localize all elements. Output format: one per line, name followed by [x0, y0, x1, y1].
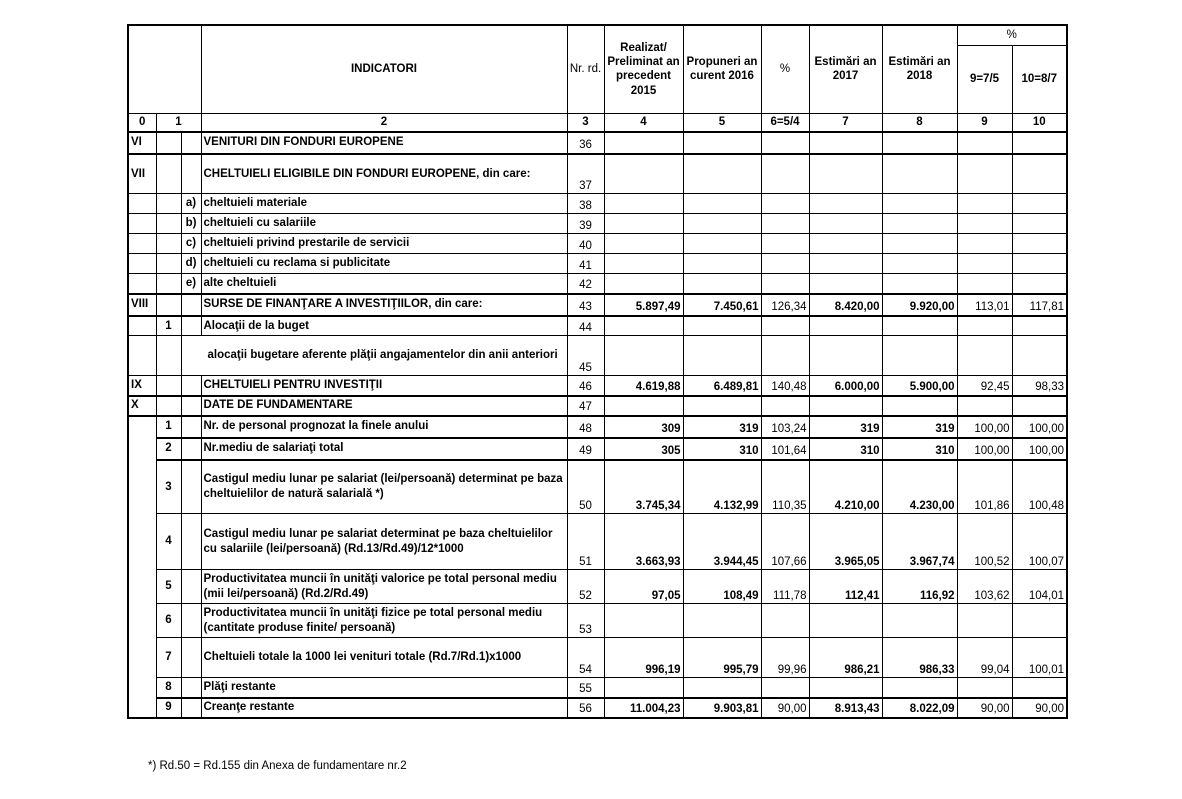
indicator-label: alte cheltuieli — [201, 274, 567, 294]
table-row — [128, 376, 1067, 396]
value-2016 — [683, 214, 761, 234]
value-2018 — [882, 194, 957, 214]
value-ratio-10 — [1012, 678, 1067, 698]
value-2017 — [809, 316, 882, 336]
value-2018 — [882, 154, 957, 194]
value-ratio-10: 100,00 — [1012, 416, 1067, 438]
column-number: 4 — [604, 113, 683, 132]
value-2018: 986,33 — [882, 638, 957, 678]
value-percent — [761, 604, 809, 638]
header-nr-rd: Nr. rd. — [567, 25, 604, 113]
column-number-row — [128, 113, 1067, 132]
value-2015: 3.745,34 — [604, 460, 683, 514]
value-2018 — [882, 316, 957, 336]
value-percent: 107,66 — [761, 514, 809, 570]
value-2015 — [604, 254, 683, 274]
value-2018: 8.022,09 — [882, 698, 957, 718]
value-ratio-9: 92,45 — [957, 376, 1012, 396]
table-row — [128, 460, 1067, 514]
sub-number-cell: 8 — [156, 678, 181, 698]
value-2016: 995,79 — [683, 638, 761, 678]
sub-letter-cell: a) — [181, 194, 201, 214]
value-2016: 310 — [683, 438, 761, 460]
value-ratio-9: 100,00 — [957, 416, 1012, 438]
value-2015 — [604, 604, 683, 638]
header-percent: % — [761, 25, 809, 113]
value-percent: 99,96 — [761, 638, 809, 678]
sub-letter-cell — [181, 294, 201, 316]
row-number: 44 — [567, 316, 604, 336]
header-indicatori: INDICATORI — [201, 25, 567, 113]
value-2015: 97,05 — [604, 570, 683, 604]
value-percent — [761, 234, 809, 254]
section-cell: VII — [128, 154, 156, 194]
footnote: *) Rd.50 = Rd.155 din Anexa de fundamentare nr.2 — [148, 760, 407, 772]
value-ratio-10: 104,01 — [1012, 570, 1067, 604]
value-2017 — [809, 234, 882, 254]
table-row — [128, 678, 1067, 698]
indicators-table — [127, 24, 1068, 719]
sub-number-cell: 2 — [156, 438, 181, 460]
table-row — [128, 570, 1067, 604]
value-2016 — [683, 678, 761, 698]
section-cell — [128, 336, 156, 376]
sub-letter-cell: e) — [181, 274, 201, 294]
table-row — [128, 194, 1067, 214]
value-percent: 111,78 — [761, 570, 809, 604]
table-row — [128, 234, 1067, 254]
value-ratio-9: 90,00 — [957, 698, 1012, 718]
row-number: 52 — [567, 570, 604, 604]
value-2016: 6.489,81 — [683, 376, 761, 396]
budget-sheet — [127, 24, 1068, 719]
value-2016 — [683, 316, 761, 336]
value-2018 — [882, 604, 957, 638]
sub-number-cell — [156, 234, 181, 254]
indicator-label: cheltuieli privind prestarile de servicii — [201, 234, 567, 254]
row-number: 49 — [567, 438, 604, 460]
table-row — [128, 274, 1067, 294]
indicator-label: cheltuieli cu salariile — [201, 214, 567, 234]
sub-number-cell: 3 — [156, 460, 181, 514]
value-2018 — [882, 274, 957, 294]
row-number: 43 — [567, 294, 604, 316]
row-number: 45 — [567, 336, 604, 376]
value-ratio-10 — [1012, 132, 1067, 154]
value-2017 — [809, 396, 882, 416]
row-number: 41 — [567, 254, 604, 274]
value-2016 — [683, 396, 761, 416]
value-ratio-9 — [957, 154, 1012, 194]
value-ratio-9: 100,00 — [957, 438, 1012, 460]
value-ratio-10 — [1012, 254, 1067, 274]
sub-number-cell: 1 — [156, 316, 181, 336]
value-percent: 140,48 — [761, 376, 809, 396]
indicator-label: Alocaţii de la buget — [201, 316, 567, 336]
column-number: 10 — [1012, 113, 1067, 132]
value-percent — [761, 396, 809, 416]
value-2018 — [882, 254, 957, 274]
value-2016: 4.132,99 — [683, 460, 761, 514]
value-2018: 116,92 — [882, 570, 957, 604]
row-number: 46 — [567, 376, 604, 396]
table-row — [128, 638, 1067, 678]
value-ratio-9 — [957, 316, 1012, 336]
column-number: 0 — [128, 113, 156, 132]
sub-letter-cell — [181, 396, 201, 416]
indicator-label: Cheltuieli totale la 1000 lei venituri totale (Rd.7/Rd.1)x1000 — [201, 638, 567, 678]
table-row — [128, 514, 1067, 570]
sub-letter-cell — [181, 416, 201, 438]
table-row — [128, 132, 1067, 154]
row-number: 38 — [567, 194, 604, 214]
table-row — [128, 336, 1067, 376]
value-ratio-10: 98,33 — [1012, 376, 1067, 396]
value-2017: 8.913,43 — [809, 698, 882, 718]
section-cell: VIII — [128, 294, 156, 316]
value-2016 — [683, 604, 761, 638]
row-number: 54 — [567, 638, 604, 678]
value-ratio-9: 101,86 — [957, 460, 1012, 514]
header-ratio-9: 9=7/5 — [957, 45, 1012, 113]
value-2018 — [882, 132, 957, 154]
table-row — [128, 438, 1067, 460]
value-2017: 112,41 — [809, 570, 882, 604]
value-2016 — [683, 154, 761, 194]
value-2017: 986,21 — [809, 638, 882, 678]
value-2016 — [683, 234, 761, 254]
value-2017 — [809, 678, 882, 698]
indicator-label: CHELTUIELI ELIGIBILE DIN FONDURI EUROPENE, din care: — [201, 154, 567, 194]
table-row — [128, 294, 1067, 316]
section-cell — [128, 214, 156, 234]
value-2018: 3.967,74 — [882, 514, 957, 570]
value-2015: 309 — [604, 416, 683, 438]
sub-letter-cell — [181, 678, 201, 698]
indicator-label: Plăţi restante — [201, 678, 567, 698]
header-estimari-2018: Estimări an 2018 — [882, 25, 957, 113]
table-row — [128, 416, 1067, 438]
indicator-label: Castigul mediu lunar pe salariat (lei/persoană) determinat pe baza cheltuielilor de natură salarială *) — [201, 460, 567, 514]
value-percent: 126,34 — [761, 294, 809, 316]
value-2016 — [683, 254, 761, 274]
value-percent — [761, 274, 809, 294]
table-row — [128, 154, 1067, 194]
sub-number-cell — [156, 274, 181, 294]
row-number: 40 — [567, 234, 604, 254]
value-2017: 310 — [809, 438, 882, 460]
value-percent: 90,00 — [761, 698, 809, 718]
sub-number-cell: 7 — [156, 638, 181, 678]
value-percent — [761, 194, 809, 214]
value-2016: 9.903,81 — [683, 698, 761, 718]
sub-letter-cell — [181, 604, 201, 638]
sub-letter-cell — [181, 698, 201, 718]
value-2017 — [809, 274, 882, 294]
row-number: 56 — [567, 698, 604, 718]
value-2015: 3.663,93 — [604, 514, 683, 570]
sub-number-cell — [156, 294, 181, 316]
indicator-label: Creanţe restante — [201, 698, 567, 718]
header-ratio-10: 10=8/7 — [1012, 45, 1067, 113]
value-2016: 7.450,61 — [683, 294, 761, 316]
table-row — [128, 316, 1067, 336]
value-2015 — [604, 274, 683, 294]
value-2018 — [882, 678, 957, 698]
section-cell — [128, 274, 156, 294]
value-2015 — [604, 214, 683, 234]
value-2017: 8.420,00 — [809, 294, 882, 316]
sub-letter-cell — [181, 514, 201, 570]
sub-number-cell — [156, 154, 181, 194]
column-number: 3 — [567, 113, 604, 132]
value-percent — [761, 316, 809, 336]
row-number: 53 — [567, 604, 604, 638]
sub-number-cell: 1 — [156, 416, 181, 438]
value-2015 — [604, 678, 683, 698]
column-number: 7 — [809, 113, 882, 132]
value-2018: 310 — [882, 438, 957, 460]
section-cell — [128, 416, 156, 718]
value-ratio-9 — [957, 254, 1012, 274]
value-percent — [761, 254, 809, 274]
row-number: 39 — [567, 214, 604, 234]
value-ratio-10 — [1012, 154, 1067, 194]
value-2017 — [809, 604, 882, 638]
sub-number-cell — [156, 194, 181, 214]
header-realizat: Realizat/ Preliminat an precedent 2015 — [604, 25, 683, 113]
table-row — [128, 396, 1067, 416]
sub-letter-cell — [181, 570, 201, 604]
value-2016 — [683, 132, 761, 154]
value-2015: 305 — [604, 438, 683, 460]
row-number: 47 — [567, 396, 604, 416]
value-percent: 101,64 — [761, 438, 809, 460]
sub-letter-cell — [181, 460, 201, 514]
value-2017: 319 — [809, 416, 882, 438]
value-ratio-10: 117,81 — [1012, 294, 1067, 316]
value-ratio-10: 100,01 — [1012, 638, 1067, 678]
sub-number-cell — [156, 376, 181, 396]
row-number: 50 — [567, 460, 604, 514]
value-ratio-9: 103,62 — [957, 570, 1012, 604]
value-2018 — [882, 396, 957, 416]
sub-number-cell — [156, 336, 181, 376]
indicator-label: alocaţii bugetare aferente plăţii angajamentelor din anii anteriori — [181, 336, 567, 376]
sub-number-cell — [156, 132, 181, 154]
value-2017 — [809, 132, 882, 154]
value-ratio-9: 100,52 — [957, 514, 1012, 570]
value-2018: 4.230,00 — [882, 460, 957, 514]
value-ratio-10: 100,07 — [1012, 514, 1067, 570]
header-propuneri: Propuneri an curent 2016 — [683, 25, 761, 113]
header-estimari-2017: Estimări an 2017 — [809, 25, 882, 113]
value-percent — [761, 336, 809, 376]
value-2018 — [882, 214, 957, 234]
row-number: 51 — [567, 514, 604, 570]
section-cell: X — [128, 396, 156, 416]
value-percent: 103,24 — [761, 416, 809, 438]
value-2015 — [604, 194, 683, 214]
value-ratio-9 — [957, 274, 1012, 294]
value-ratio-10 — [1012, 604, 1067, 638]
column-number: 2 — [201, 113, 567, 132]
header-percent-group: % — [957, 25, 1067, 45]
sub-number-cell — [156, 254, 181, 274]
sub-letter-cell: d) — [181, 254, 201, 274]
indicator-label: VENITURI DIN FONDURI EUROPENE — [201, 132, 567, 154]
value-2016: 319 — [683, 416, 761, 438]
indicator-label: SURSE DE FINANŢARE A INVESTIŢIILOR, din care: — [201, 294, 567, 316]
value-percent — [761, 214, 809, 234]
table-row — [128, 254, 1067, 274]
column-number: 5 — [683, 113, 761, 132]
value-ratio-9 — [957, 604, 1012, 638]
value-ratio-10: 100,48 — [1012, 460, 1067, 514]
section-cell — [128, 194, 156, 214]
value-ratio-9 — [957, 132, 1012, 154]
sub-letter-cell — [181, 132, 201, 154]
sub-letter-cell: b) — [181, 214, 201, 234]
indicator-label: cheltuieli materiale — [201, 194, 567, 214]
value-ratio-10 — [1012, 234, 1067, 254]
value-percent — [761, 154, 809, 194]
value-2015 — [604, 154, 683, 194]
row-number: 36 — [567, 132, 604, 154]
value-2018: 319 — [882, 416, 957, 438]
row-number: 42 — [567, 274, 604, 294]
value-2018: 5.900,00 — [882, 376, 957, 396]
value-2016 — [683, 336, 761, 376]
value-2015: 996,19 — [604, 638, 683, 678]
value-2016 — [683, 194, 761, 214]
value-ratio-10 — [1012, 336, 1067, 376]
value-2016 — [683, 274, 761, 294]
sub-number-cell — [156, 396, 181, 416]
value-2016: 3.944,45 — [683, 514, 761, 570]
value-ratio-10: 90,00 — [1012, 698, 1067, 718]
sub-letter-cell — [181, 154, 201, 194]
value-ratio-10 — [1012, 316, 1067, 336]
value-2017 — [809, 254, 882, 274]
value-2015 — [604, 234, 683, 254]
value-2017 — [809, 336, 882, 376]
value-percent — [761, 678, 809, 698]
value-ratio-10: 100,00 — [1012, 438, 1067, 460]
value-ratio-9: 113,01 — [957, 294, 1012, 316]
section-cell — [128, 316, 156, 336]
indicator-label: Productivitatea muncii în unităţi fizice pe total personal mediu (cantitate produse finite/ persoană) — [201, 604, 567, 638]
value-ratio-9 — [957, 194, 1012, 214]
header-blank — [128, 25, 201, 113]
column-number: 6=5/4 — [761, 113, 809, 132]
sub-number-cell: 9 — [156, 698, 181, 718]
value-2015: 4.619,88 — [604, 376, 683, 396]
value-2017 — [809, 194, 882, 214]
value-2015 — [604, 336, 683, 376]
row-number: 37 — [567, 154, 604, 194]
table-row — [128, 698, 1067, 718]
value-2018 — [882, 234, 957, 254]
table-row — [128, 214, 1067, 234]
value-2018: 9.920,00 — [882, 294, 957, 316]
row-number: 48 — [567, 416, 604, 438]
value-ratio-9: 99,04 — [957, 638, 1012, 678]
sub-number-cell — [156, 214, 181, 234]
value-2015 — [604, 316, 683, 336]
value-percent: 110,35 — [761, 460, 809, 514]
value-2017: 4.210,00 — [809, 460, 882, 514]
value-2017: 3.965,05 — [809, 514, 882, 570]
value-2017: 6.000,00 — [809, 376, 882, 396]
section-cell — [128, 234, 156, 254]
value-2015 — [604, 132, 683, 154]
column-number: 9 — [957, 113, 1012, 132]
value-ratio-9 — [957, 214, 1012, 234]
sub-letter-cell: c) — [181, 234, 201, 254]
indicator-label: DATE DE FUNDAMENTARE — [201, 396, 567, 416]
value-percent — [761, 132, 809, 154]
value-ratio-9 — [957, 678, 1012, 698]
value-ratio-10 — [1012, 194, 1067, 214]
sub-letter-cell — [181, 316, 201, 336]
indicator-label: CHELTUIELI PENTRU INVESTIŢII — [201, 376, 567, 396]
value-2015 — [604, 396, 683, 416]
sub-letter-cell — [181, 376, 201, 396]
value-ratio-9 — [957, 336, 1012, 376]
indicator-label: Nr.mediu de salariaţi total — [201, 438, 567, 460]
section-cell: VI — [128, 132, 156, 154]
value-ratio-9 — [957, 396, 1012, 416]
value-ratio-9 — [957, 234, 1012, 254]
sub-number-cell: 6 — [156, 604, 181, 638]
column-number: 1 — [156, 113, 201, 132]
value-2017 — [809, 214, 882, 234]
sub-number-cell: 4 — [156, 514, 181, 570]
value-2015: 5.897,49 — [604, 294, 683, 316]
column-number: 8 — [882, 113, 957, 132]
row-number: 55 — [567, 678, 604, 698]
sub-letter-cell — [181, 638, 201, 678]
value-2017 — [809, 154, 882, 194]
indicator-label: Castigul mediu lunar pe salariat determinat pe baza cheltuielilor cu salariile (lei/persoană) (Rd.13/Rd.49)/12*1000 — [201, 514, 567, 570]
sub-number-cell: 5 — [156, 570, 181, 604]
section-cell: IX — [128, 376, 156, 396]
value-ratio-10 — [1012, 214, 1067, 234]
indicator-label: cheltuieli cu reclama si publicitate — [201, 254, 567, 274]
value-2018 — [882, 336, 957, 376]
value-ratio-10 — [1012, 274, 1067, 294]
value-2015: 11.004,23 — [604, 698, 683, 718]
value-ratio-10 — [1012, 396, 1067, 416]
value-2016: 108,49 — [683, 570, 761, 604]
indicator-label: Nr. de personal prognozat la finele anului — [201, 416, 567, 438]
section-cell — [128, 254, 156, 274]
table-row — [128, 604, 1067, 638]
sub-letter-cell — [181, 438, 201, 460]
indicator-label: Productivitatea muncii în unităţi valorice pe total personal mediu (mii lei/persoană) (Rd.2/Rd.49) — [201, 570, 567, 604]
